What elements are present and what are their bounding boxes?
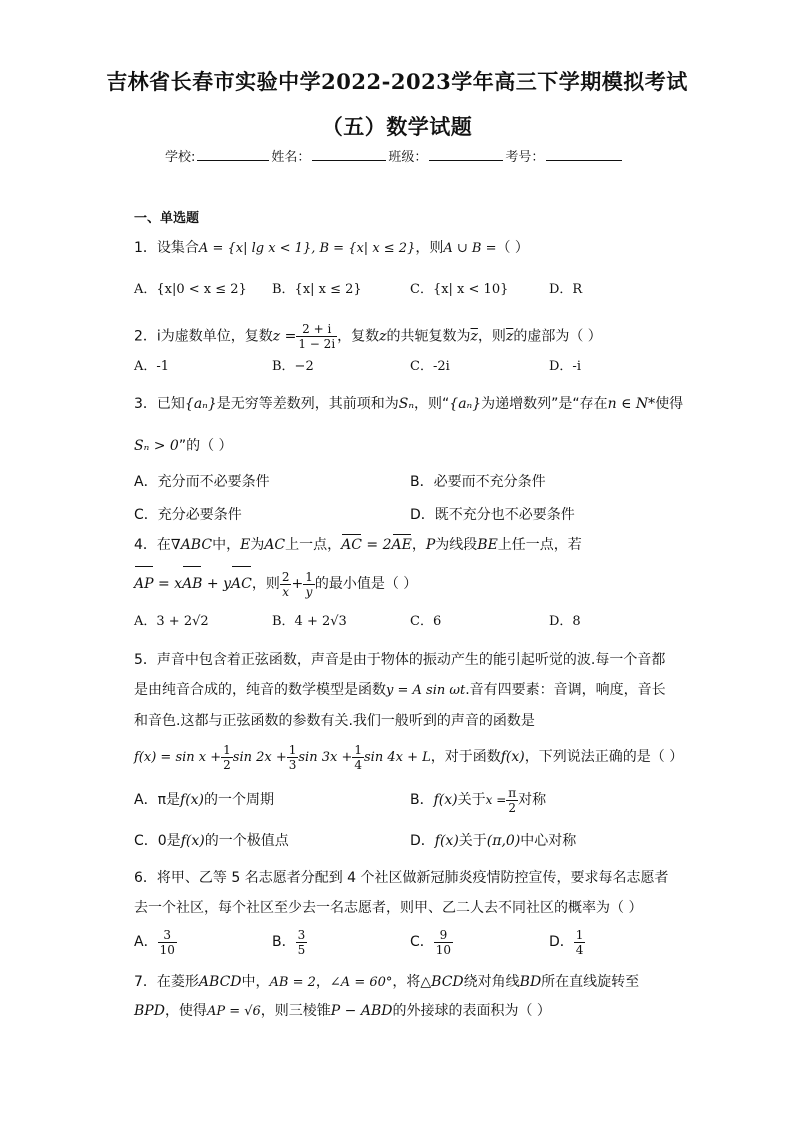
q2-text: ，则: [477, 328, 506, 345]
q4-vector-ap: AP: [134, 567, 154, 601]
q5-frac-num: 1: [223, 742, 231, 757]
q1-option-c[interactable]: C．{x| x < 10}: [410, 282, 509, 297]
question-7-line1: [134, 972, 639, 993]
q2-zbar: $\overline{z}$: [505, 328, 514, 345]
q5-option-c[interactable]: [134, 831, 289, 851]
q5-text: ，下列说法正确的是（ ）: [524, 749, 684, 765]
q7-text: ，使得: [164, 1003, 207, 1019]
question-7-line2: [134, 1001, 551, 1022]
q5-fx: f(x): [433, 792, 458, 808]
exam-title-line1: 吉林省长春市实验中学2022-2023学年高三下学期模拟考试: [106, 69, 688, 94]
q5-fx: f(x): [434, 833, 459, 849]
q4-segment-be: BE: [477, 537, 498, 553]
question-4-line2: [134, 567, 417, 601]
q5-text: .音有四要素：音调，响度，音长: [465, 682, 666, 698]
q2-option-a[interactable]: A．-1: [134, 359, 170, 374]
q5-frac-third: [287, 743, 299, 772]
q4-point-p: P: [425, 537, 436, 553]
q4-text: ，: [411, 537, 426, 553]
school-blank[interactable]: [197, 148, 269, 161]
q3-text: 为递增数列”是“存在: [481, 396, 608, 412]
question-5-line2: [134, 680, 666, 701]
q5-center-point: (π,0): [486, 833, 521, 849]
q7-text: 中，: [241, 974, 270, 990]
question-4-line1: [134, 535, 582, 555]
q5-option-text: 关于: [458, 833, 487, 849]
class-label: 班级：: [388, 150, 428, 165]
q3-an: {aₙ}: [184, 396, 217, 412]
q1-option-b[interactable]: B．{x| x ≤ 2}: [272, 282, 362, 297]
q3-option-b[interactable]: B．必要而不充分条件: [410, 474, 546, 490]
q3-option-a[interactable]: A．充分而不必要条件: [134, 474, 270, 490]
exam-title-line2: （五）数学试题: [321, 114, 473, 139]
q7-triangle-bpd: BPD: [134, 1003, 165, 1019]
section-title: 一、单选题: [134, 211, 200, 226]
q4-point-e: E: [240, 537, 251, 553]
exam-no-label: 考号：: [505, 150, 545, 165]
q3-sn-positive: Sₙ > 0: [134, 438, 179, 454]
q7-text: ，: [315, 974, 330, 990]
q7-pyramid: P − ABD: [330, 1003, 393, 1019]
q2-fraction: [296, 322, 337, 351]
q4-frac-den: y: [305, 584, 313, 599]
name-blank[interactable]: [312, 148, 386, 161]
q2-text: 的虚部为（ ）: [513, 328, 602, 345]
q4-vector-ab: AB: [182, 567, 202, 601]
q2-frac-den: 1 − 2i: [298, 337, 336, 351]
q6-frac-num: 3: [158, 928, 177, 943]
q7-ap-length: AP = √6: [206, 1004, 261, 1019]
q4-text: + y: [202, 576, 232, 592]
q5-option-text: 中心对称: [520, 833, 577, 849]
q5-option-d[interactable]: [410, 831, 576, 851]
q7-triangle-bcd: △BCD: [420, 974, 464, 990]
q5-frac-den: 4: [354, 757, 362, 772]
q3-sn: Sₙ: [398, 396, 415, 412]
q4-text: +: [291, 576, 304, 592]
q2-text: 的共轭复数为: [386, 328, 471, 345]
exam-no-blank[interactable]: [546, 148, 622, 161]
q7-text: ，将: [392, 974, 421, 990]
question-5-line1: 5．声音中包含着正弦函数，声音是由于物体的振动产生的能引起听觉的波.每一个音都: [134, 652, 666, 668]
q2-option-b[interactable]: B．−2: [272, 359, 314, 374]
q5-frac-num: 1: [288, 742, 297, 757]
q4-fraction-2-over-x: [280, 570, 292, 599]
q5-option-text: 关于: [457, 792, 486, 808]
q5-fx-term: sin 4x + L: [364, 750, 431, 765]
q5-option-text: A．π是: [134, 792, 181, 808]
q5-text: 是由纯音合成的，纯音的数学模型是函数: [134, 682, 386, 698]
question-3-line1: [134, 394, 683, 414]
q4-frac-den: x: [282, 584, 290, 599]
q5-frac-den: 2: [223, 757, 231, 772]
question-5-line4: [134, 740, 683, 775]
q4-frac-num: 2: [281, 569, 290, 584]
q7-angle: ∠A = 60°: [329, 975, 393, 990]
q4-fraction-1-over-y: [303, 570, 315, 599]
q5-option-text: 的一个极值点: [204, 833, 289, 849]
q7-text: 所在直线旋转至: [541, 974, 640, 990]
q6-frac-den: 5: [297, 942, 306, 957]
q5-option-a[interactable]: [134, 790, 274, 810]
q1-expr: A ∪ B =: [443, 241, 497, 256]
q5-fx-term: sin 2x +: [232, 750, 287, 765]
q7-text: 绕对角线: [463, 974, 520, 990]
q3-option-d[interactable]: D．既不充分也不必要条件: [410, 507, 575, 523]
q6-option-label: D．: [549, 934, 574, 950]
q6-option-label: C．: [410, 934, 434, 950]
q3-text: 使得: [655, 396, 684, 412]
q1-text: 1．设集合: [134, 240, 199, 256]
q5-frac-half: [221, 743, 233, 772]
q4-text: 上任一点，若: [497, 537, 582, 553]
q6-option-fraction: [296, 928, 308, 957]
q6-option-b[interactable]: [272, 924, 307, 960]
q3-text: 是无穷等差数列，其前项和为: [216, 396, 399, 412]
q4-option-b[interactable]: B．4 + 2√3: [272, 614, 347, 629]
q5-pure-tone-formula: y = A sin ωt: [386, 683, 466, 698]
q5-frac-pi-over-2: [506, 786, 518, 815]
q4-option-a[interactable]: A．3 + 2√2: [134, 614, 209, 629]
q4-segment-ac: AC: [264, 537, 286, 553]
q5-frac-num: 1: [354, 742, 362, 757]
q3-n-in-n: n ∈ N*: [607, 396, 656, 412]
q5-option-text: 对称: [518, 792, 547, 808]
student-info-row: [165, 146, 624, 165]
q5-fx-term: sin 3x +: [298, 750, 353, 765]
q4-triangle: ∇ABC: [170, 537, 213, 553]
q5-frac-quarter: [352, 743, 364, 772]
q7-text: 的外接球的表面积为（ ）: [392, 1003, 551, 1019]
q6-frac-num: 1: [575, 927, 584, 942]
question-3-line2: [134, 436, 233, 456]
question-2: [134, 322, 602, 351]
q6-option-c[interactable]: [410, 924, 453, 960]
q6-option-d[interactable]: [549, 924, 585, 960]
q7-diagonal-bd: BD: [519, 974, 542, 990]
q5-frac-num: π: [508, 785, 517, 800]
q4-text: 的最小值是（ ）: [314, 576, 418, 592]
q4-text: 上一点，: [285, 537, 342, 553]
q5-option-b[interactable]: [410, 784, 546, 816]
q6-option-a[interactable]: [134, 924, 177, 960]
question-6-line1: 6．将甲、乙等 5 名志愿者分配到 4 个社区做新冠肺炎疫情防控宣传，要求每名志愿者: [134, 870, 669, 886]
q5-option-text: B．: [410, 792, 434, 808]
q4-text: ，则: [251, 576, 280, 592]
q1-option-a[interactable]: A．{x|0 < x ≤ 2}: [134, 282, 247, 297]
q4-text: = 2: [361, 537, 392, 553]
q3-an: {aₙ}: [449, 396, 482, 412]
q1-text: （ ）: [496, 240, 529, 256]
q6-option-fraction: [158, 928, 177, 957]
q1-option-d[interactable]: D．R: [549, 282, 583, 297]
q7-text: ，则三棱锥: [260, 1003, 331, 1019]
q4-vector-ae: AE: [391, 537, 412, 553]
q4-vector-ac: AC: [231, 567, 252, 601]
q7-text: 7．在菱形: [134, 974, 199, 990]
q5-fx: f(x): [180, 833, 205, 849]
q7-side-length: AB = 2: [269, 975, 316, 990]
q4-text: 4．在: [134, 537, 171, 553]
q4-text: 中，: [212, 537, 241, 553]
q1-text: ，则: [415, 240, 444, 256]
q5-fx: f(x): [500, 749, 525, 765]
q5-option-text: C．0是: [134, 833, 181, 849]
q2-option-d[interactable]: D．-i: [549, 359, 581, 374]
q6-frac-num: 3: [297, 927, 306, 942]
q3-text: ，则“: [414, 396, 450, 412]
q6-frac-den: 10: [435, 942, 452, 957]
question-6-line2: 去一个社区，每个社区至少去一名志愿者，则甲、乙二人去不同社区的概率为（ ）: [134, 900, 643, 916]
q3-option-c[interactable]: C．充分必要条件: [134, 507, 242, 523]
q1-sets: A = {x| lg x < 1}, B = {x| x ≤ 2}: [198, 241, 416, 256]
class-blank[interactable]: [429, 148, 503, 161]
q2-option-c[interactable]: C．-2i: [410, 359, 450, 374]
q3-text: ”的（ ）: [178, 438, 233, 454]
q4-option-c[interactable]: C．6: [410, 614, 442, 629]
q5-option-text: D．: [410, 833, 435, 849]
q5-fx-formula: f(x) = sin x +: [134, 750, 222, 765]
q2-z: z: [379, 328, 387, 345]
q6-option-fraction: [434, 928, 453, 957]
q6-frac-den: 4: [575, 942, 584, 957]
q5-frac-den: 3: [288, 757, 297, 772]
q5-text: ，对于函数: [430, 749, 501, 765]
school-label: 学校:: [165, 150, 196, 165]
q5-frac-den: 2: [508, 800, 517, 815]
q2-z-eq: z =: [272, 328, 297, 345]
q4-frac-num: 1: [305, 569, 313, 584]
q6-frac-den: 10: [159, 942, 175, 957]
q2-text: ，复数: [337, 328, 380, 345]
q6-option-label: B．: [272, 934, 296, 950]
q4-option-d[interactable]: D．8: [549, 614, 581, 629]
q7-rhombus: ABCD: [198, 974, 242, 990]
q4-text: = x: [153, 576, 183, 592]
q2-frac-num: 2 + i: [296, 322, 337, 337]
q2-zbar: $\overline{z}$: [470, 328, 478, 345]
q2-text: 2．i为虚数单位，复数: [134, 328, 273, 345]
q5-option-text: 的一个周期: [204, 792, 275, 808]
q5-fx: f(x): [180, 792, 205, 808]
q3-text: 3．已知: [134, 396, 185, 412]
name-label: 姓名：: [271, 150, 311, 165]
q6-frac-num: 9: [434, 928, 453, 943]
q4-text: 为: [250, 537, 265, 553]
question-5-line3: 和音色.这都与正弦函数的参数有关.我们一般听到的声音的函数是: [134, 713, 535, 729]
q6-option-label: A．: [134, 934, 158, 950]
q5-x-eq: x =: [485, 793, 507, 807]
q4-vector-ac: AC: [341, 537, 362, 553]
question-1: [134, 238, 529, 259]
q6-option-fraction: [574, 928, 586, 957]
q4-text: 为线段: [435, 537, 478, 553]
